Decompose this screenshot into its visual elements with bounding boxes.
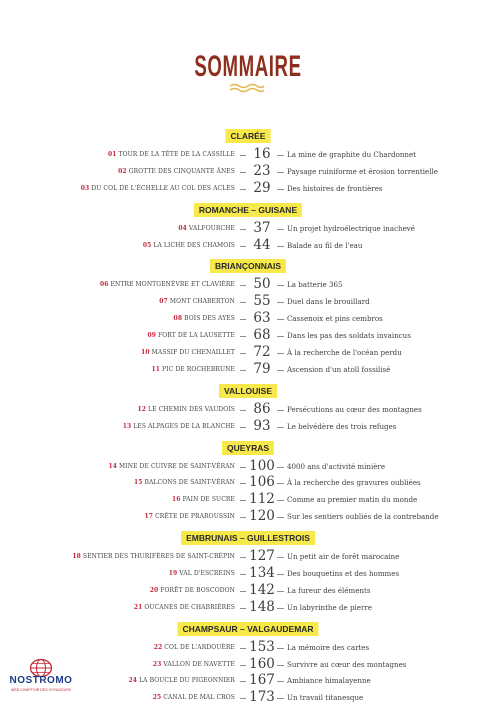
entry-number: 20	[149, 586, 159, 594]
toc-entry	[0, 221, 496, 238]
leader-dash	[240, 698, 246, 699]
leader-dash	[277, 648, 284, 649]
entry-page: 167	[249, 672, 275, 689]
entry-place: ENTRE MONTGENÈVRE ET CLAVIÈRE	[110, 281, 235, 289]
entry-page: 50	[253, 276, 271, 293]
entry-page: 160	[249, 655, 275, 672]
entry-number: 25	[152, 694, 162, 702]
entry-location	[154, 640, 235, 657]
leader-dash	[277, 467, 284, 468]
leader-dash	[240, 189, 246, 190]
entry-number: 13	[122, 422, 132, 430]
toc-entry	[0, 600, 496, 617]
entry-location	[159, 294, 235, 311]
entry-description: Un projet hydroélectrique inachevé	[287, 223, 416, 233]
wave-ornament	[229, 83, 265, 93]
entry-page: 79	[253, 360, 271, 377]
toc-entry	[0, 459, 496, 476]
entry-place: VALLON DE NAVETTE	[163, 660, 235, 668]
entry-place: LE CHEMIN DES VAUDOIS	[148, 405, 235, 413]
toc-entry	[0, 311, 496, 328]
entry-page: 93	[253, 417, 271, 434]
entry-location	[123, 419, 235, 436]
leader-dash	[240, 172, 246, 173]
section-header	[0, 384, 496, 398]
entry-description: Balade au fil de l'eau	[287, 240, 363, 250]
entry-description: Survivre au cœur des montagnes	[287, 659, 407, 669]
entry-page: 72	[253, 344, 271, 361]
entry-location	[108, 459, 235, 476]
entry-page: 23	[253, 162, 271, 179]
entry-location	[143, 238, 235, 255]
leader-dash	[277, 681, 284, 682]
entry-page: 16	[253, 146, 271, 162]
entry-location	[150, 583, 235, 600]
entry-description: Un labyrinthe de pierre	[287, 602, 372, 612]
entry-place: MASSIF DU CHENAILLET	[151, 349, 235, 357]
entry-description: La batterie 365	[287, 280, 343, 290]
entry-page: 55	[253, 293, 271, 310]
entry-number: 09	[147, 332, 156, 340]
toc-entry	[0, 509, 496, 526]
entry-description: Cassenoix et pins cembros	[287, 314, 383, 324]
leader-dash	[277, 410, 284, 411]
entry-page: 68	[253, 327, 271, 344]
leader-dash	[240, 574, 246, 575]
entry-place: PIC DE ROCHEBRUNE	[162, 365, 235, 373]
entry-place: CRÊTE DE PRAROUSSIN	[155, 513, 235, 521]
toc-entry	[0, 549, 496, 566]
entry-number: 15	[133, 479, 143, 487]
toc-entry	[0, 164, 496, 181]
entry-page: 29	[253, 179, 271, 196]
entry-page: 106	[249, 474, 275, 491]
section-label: CHAMPSAUR – VALGAUDEMAR	[177, 622, 318, 636]
entry-number: 22	[153, 643, 163, 651]
entry-number: 18	[72, 553, 81, 561]
toc-entry	[0, 277, 496, 294]
entry-description: Des histoires de frontières	[287, 183, 383, 193]
entry-description: La mémoire des cartes	[287, 642, 370, 652]
toc-entry	[0, 294, 496, 311]
entry-page: 142	[249, 581, 275, 598]
entry-description: Un travail titanesque	[287, 693, 364, 703]
entry-number: 17	[144, 513, 154, 521]
leader-dash	[240, 155, 246, 156]
entry-description: La fureur des éléments	[287, 585, 371, 595]
toc-entry	[0, 238, 496, 255]
leader-dash	[277, 229, 284, 230]
entry-description: Sur les sentiers oubliés de la contrebande	[287, 512, 439, 522]
leader-dash	[240, 246, 246, 247]
entry-place: DU COL DE L'ÉCHELLE AU COL DES ACLES	[91, 184, 235, 192]
leader-dash	[277, 517, 284, 518]
entry-place: GROTTE DES CINQUANTE ÂNES	[128, 167, 235, 175]
leader-dash	[277, 370, 284, 371]
entry-description: La mine de graphite du Chardonnet	[287, 150, 417, 159]
leader-dash	[240, 648, 246, 649]
entry-number: 01	[107, 151, 117, 158]
leader-dash	[277, 427, 284, 428]
entry-page: 127	[249, 548, 275, 565]
entry-description: 4000 ans d'activité minière	[287, 461, 386, 471]
entry-description: Dans les pas des soldats invaincus	[287, 331, 411, 341]
entry-location	[129, 673, 236, 690]
entry-location	[147, 328, 235, 345]
toc-entry	[0, 583, 496, 600]
entry-description: Des bouquetins et des hommes	[287, 569, 400, 579]
toc-entry	[0, 419, 496, 436]
leader-dash	[240, 370, 246, 371]
entry-page: 148	[249, 598, 275, 615]
entry-page: 37	[253, 219, 271, 236]
leader-dash	[240, 591, 246, 592]
leader-dash	[277, 483, 284, 484]
page-title: SOMMAIRE	[194, 50, 302, 83]
section-label: BRIANÇONNAIS	[210, 259, 286, 273]
entry-place: CANAL DE MAL CROS	[163, 694, 235, 702]
entry-location	[134, 600, 235, 617]
entry-location	[72, 549, 235, 566]
entry-number: 23	[152, 660, 162, 668]
entry-number: 07	[159, 298, 168, 306]
logo-name: NOSTROMO	[9, 675, 73, 686]
nostromo-logo	[2, 658, 80, 698]
entry-number: 11	[151, 365, 161, 373]
entry-page: 44	[253, 236, 271, 253]
entry-number: 10	[141, 349, 150, 357]
entry-place: FORÊT DE BOSCODON	[160, 586, 235, 594]
toc-entry	[0, 492, 496, 509]
entry-number: 16	[172, 496, 181, 504]
leader-dash	[277, 698, 284, 699]
entry-description: À la recherche des gravures oubliées	[287, 478, 421, 488]
leader-dash	[240, 681, 246, 682]
entry-page: 153	[249, 638, 275, 655]
leader-dash	[240, 336, 246, 337]
entry-number: 08	[173, 315, 183, 323]
leader-dash	[240, 353, 246, 354]
entry-description: Comme au premier matin du monde	[287, 495, 418, 505]
entry-location	[134, 475, 235, 492]
section-header	[0, 259, 496, 273]
section-label: ROMANCHE – GUISANE	[194, 203, 302, 217]
entry-place: BOIS DES AYES	[184, 315, 235, 323]
section-header	[0, 531, 496, 545]
entry-number: 06	[99, 281, 109, 289]
entry-place: LA BOUCLE DU PIGEONNIER	[139, 677, 235, 685]
entry-place: VAL D'ESCREINS	[179, 570, 235, 578]
toc-entry	[0, 328, 496, 345]
leader-dash	[277, 574, 284, 575]
toc-entry	[0, 345, 496, 362]
leader-dash	[240, 285, 246, 286]
leader-dash	[240, 467, 246, 468]
entry-place: LA LICHE DES CHAMOIS	[153, 241, 235, 249]
entry-location	[81, 181, 235, 198]
leader-dash	[240, 410, 246, 411]
toc-entry	[0, 147, 496, 164]
entry-description: Ambiance himalayenne	[287, 676, 371, 686]
leader-dash	[277, 500, 284, 501]
entry-place: BALCONS DE SAINT-VÉRAN	[144, 479, 235, 487]
entry-place: PAIN DE SUCRE	[182, 496, 235, 504]
entry-number: 14	[108, 462, 117, 470]
entry-place: FORT DE LA LAUSETTE	[158, 332, 235, 340]
entry-location	[145, 509, 235, 526]
leader-dash	[277, 557, 284, 558]
section-header	[0, 129, 496, 143]
entry-page: 63	[253, 310, 271, 327]
entry-page: 134	[249, 565, 275, 582]
leader-dash	[240, 229, 246, 230]
entry-page: 120	[249, 508, 275, 525]
entry-page: 86	[253, 400, 271, 417]
entry-description: Ascension d'un atoll fossilisé	[287, 364, 391, 374]
leader-dash	[240, 500, 246, 501]
leader-dash	[240, 557, 246, 558]
entry-number: 05	[142, 241, 152, 249]
entry-number: 24	[128, 677, 138, 685]
entry-place: VALFOURCHE	[188, 224, 235, 232]
toc-entry	[0, 475, 496, 492]
leader-dash	[277, 189, 284, 190]
entry-location	[108, 147, 235, 164]
entry-page: 100	[249, 457, 275, 474]
entry-location	[151, 362, 235, 379]
entry-number: 04	[178, 224, 187, 232]
entry-place: OUCANES DE CHABRIÈRES	[144, 603, 235, 611]
leader-dash	[277, 353, 284, 354]
entry-description: À la recherche de l'océan perdu	[287, 348, 402, 358]
logo-tagline: WEB COMPTOIR DES VOYAGEURS	[10, 688, 72, 692]
toc-entry	[0, 402, 496, 419]
leader-dash	[277, 665, 284, 666]
leader-dash	[240, 302, 246, 303]
entry-place: MONT CHABERTON	[169, 298, 235, 306]
leader-dash	[240, 517, 246, 518]
section-header	[0, 203, 496, 217]
leader-dash	[277, 336, 284, 337]
leader-dash	[240, 608, 246, 609]
entry-place: COL DE L'ARDOUÈRE	[164, 643, 235, 651]
entry-location	[153, 690, 235, 707]
section-label: EMBRUNAIS – GUILLESTROIS	[181, 531, 315, 545]
section-label: VALLOUISE	[219, 384, 277, 398]
section-label: QUEYRAS	[222, 441, 274, 455]
entry-location	[169, 566, 235, 583]
section-label: CLARÉE	[226, 129, 271, 143]
entry-place: TOUR DE LA TÊTE DE LA CASSILLE	[118, 151, 235, 158]
entry-place: MINE DE CUIVRE DE SAINT-VÉRAN	[119, 462, 235, 470]
toc-entry	[0, 181, 496, 198]
entry-description: Un petit air de forêt marocaine	[287, 552, 400, 562]
entry-description: Persécutions au cœur des montagnes	[287, 404, 422, 414]
entry-number: 02	[118, 167, 127, 175]
leader-dash	[277, 246, 284, 247]
leader-dash	[277, 608, 284, 609]
entry-number: 03	[80, 184, 90, 192]
entry-location	[100, 277, 235, 294]
toc-entry	[0, 640, 496, 657]
entry-page: 112	[249, 491, 275, 508]
section-header	[0, 441, 496, 455]
entry-place: LES ALPAGES DE LA BLANCHE	[133, 422, 235, 430]
entry-number: 19	[168, 570, 178, 578]
section-header	[0, 622, 496, 636]
toc-entry	[0, 362, 496, 379]
entry-description: Le belvédère des trois refuges	[287, 421, 397, 431]
leader-dash	[277, 155, 284, 156]
leader-dash	[240, 665, 246, 666]
entry-description: Paysage ruiniforme et érosion torrentielle	[287, 166, 438, 176]
entry-location	[178, 221, 235, 238]
entry-location	[172, 492, 235, 509]
leader-dash	[240, 483, 246, 484]
entry-page: 173	[249, 689, 275, 706]
entry-location	[137, 402, 235, 419]
leader-dash	[277, 591, 284, 592]
leader-dash	[277, 319, 284, 320]
entry-number: 12	[137, 405, 147, 413]
entry-place: SENTIER DES THURIFÈRES DE SAINT-CRÉPIN	[82, 553, 235, 561]
leader-dash	[277, 285, 284, 286]
leader-dash	[277, 302, 284, 303]
entry-location	[141, 345, 235, 362]
table-of-contents	[0, 124, 496, 707]
leader-dash	[277, 172, 284, 173]
entry-number: 21	[133, 603, 143, 611]
entry-location	[118, 164, 235, 181]
toc-entry	[0, 566, 496, 583]
leader-dash	[240, 427, 246, 428]
entry-location	[174, 311, 235, 328]
entry-description: Duel dans le brouillard	[287, 297, 370, 307]
entry-location	[153, 657, 235, 674]
leader-dash	[240, 319, 246, 320]
